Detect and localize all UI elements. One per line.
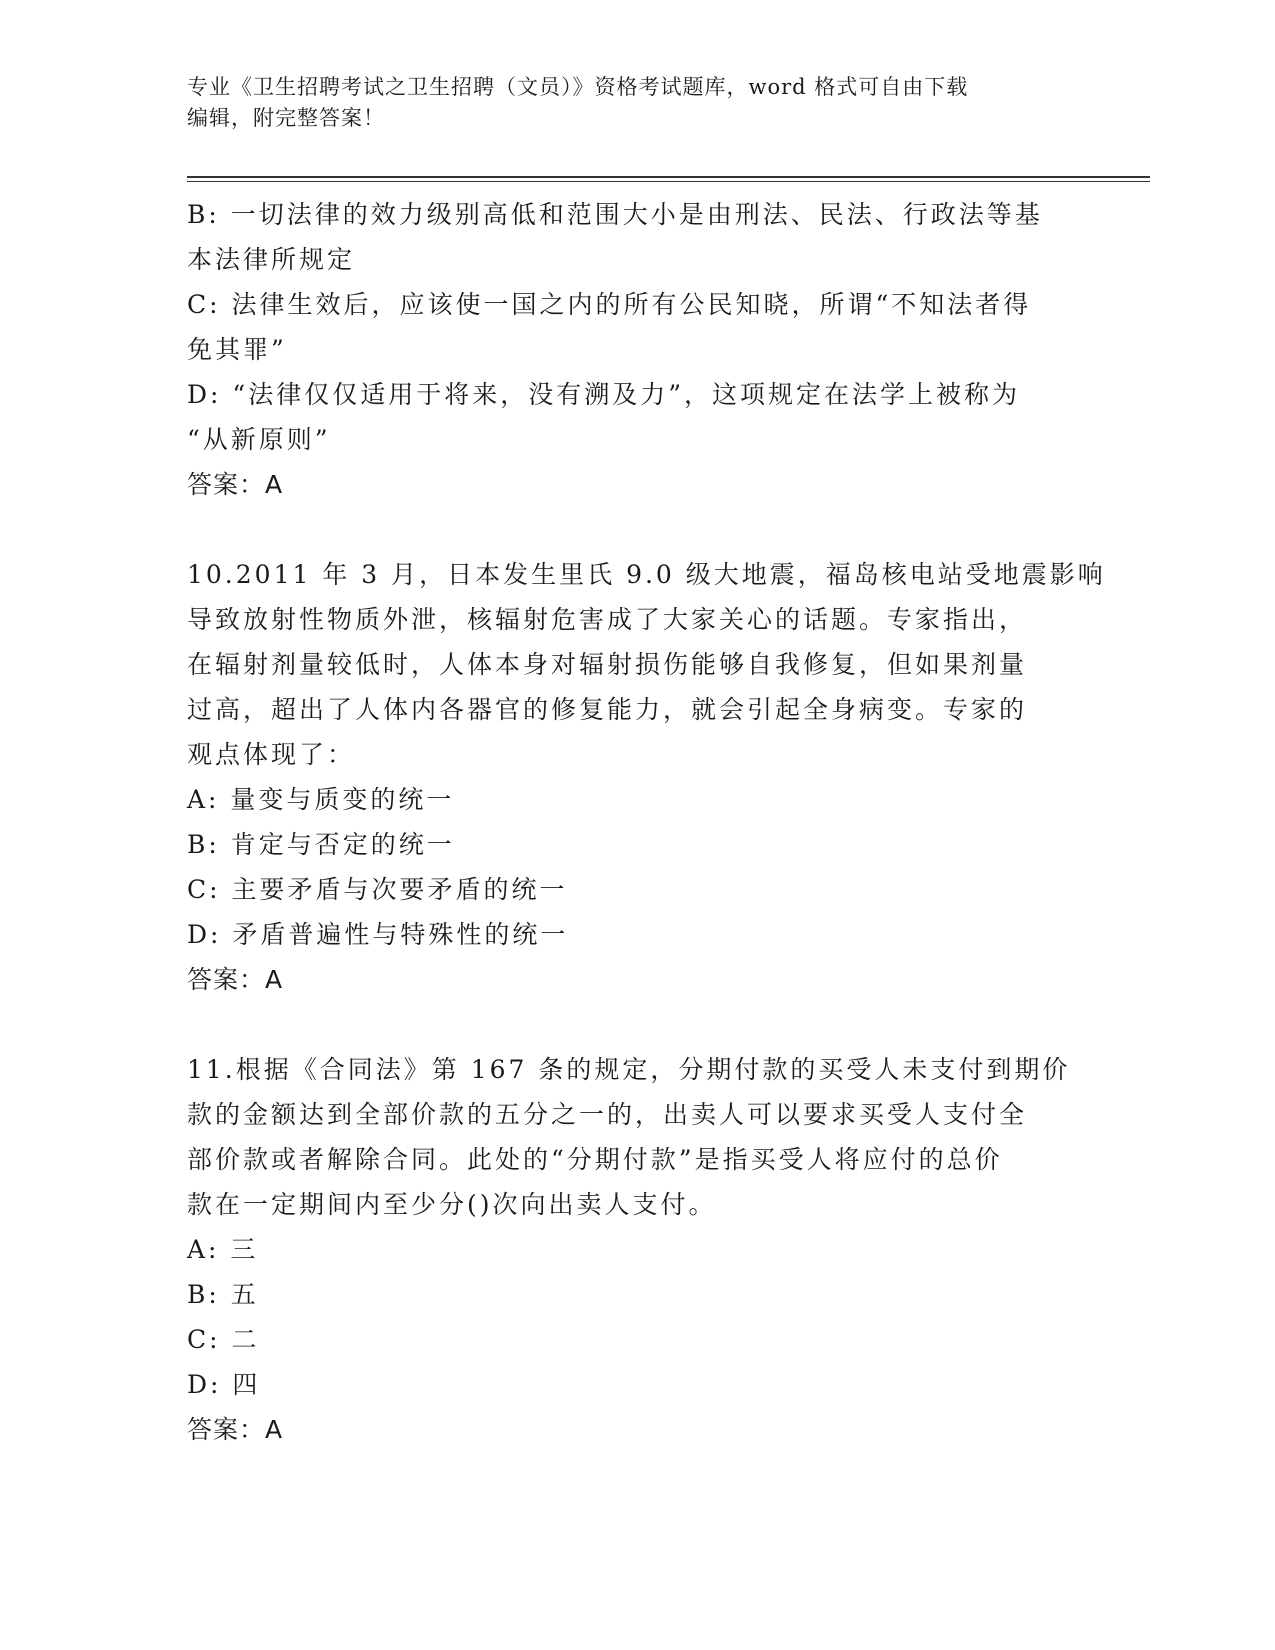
header-divider-thin — [187, 181, 1150, 182]
question-11 — [187, 1047, 1077, 1452]
q9-option-d-line-2: “从新原则” — [187, 425, 331, 454]
q9-option-b-line-2: 本法律所规定 — [187, 245, 356, 274]
q10-stem-line: 观点体现了： — [187, 740, 356, 769]
q10-stem-line: 过高，超出了人体内各器官的修复能力，就会引起全身病变。专家的 — [187, 695, 1028, 724]
header-line-2: 编辑，附完整答案！ — [187, 106, 385, 130]
q9-option-c-line-2: 免其罪” — [187, 335, 287, 364]
q11-stem-line: 款在一定期间内至少分()次向出卖人支付。 — [187, 1190, 717, 1219]
question-10 — [187, 552, 1106, 1002]
document-body — [187, 192, 1106, 1452]
q9-answer: 答案：A — [187, 470, 284, 499]
q11-option-b: B: 五 — [187, 1280, 259, 1309]
q11-option-c: C: 二 — [187, 1325, 260, 1354]
q10-stem-line: 导致放射性物质外泄，核辐射危害成了大家关心的话题。专家指出， — [187, 605, 1028, 634]
q10-stem-line: 10.2011 年 3 月，日本发生里氏 9.0 级大地震，福岛核电站受地震影响 — [187, 560, 1106, 589]
q10-answer: 答案：A — [187, 965, 284, 994]
q11-stem-line: 部价款或者解除合同。此处的“分期付款”是指买受人将应付的总价 — [187, 1145, 1003, 1174]
question-9 — [187, 192, 1077, 507]
q10-option-b: B: 肯定与否定的统一 — [187, 830, 455, 859]
q10-option-a: A: 量变与质变的统一 — [187, 785, 455, 814]
q11-option-d: D: 四 — [187, 1370, 261, 1399]
q9-option-d-line-1: D: “法律仅仅适用于将来，没有溯及力”，这项规定在法学上被称为 — [187, 380, 1020, 409]
q11-option-a: A: 三 — [187, 1235, 259, 1264]
q10-option-c: C: 主要矛盾与次要矛盾的统一 — [187, 875, 568, 904]
document-header — [187, 72, 1067, 134]
q11-answer: 答案：A — [187, 1415, 284, 1444]
header-divider-thick — [187, 176, 1150, 178]
q11-stem-line: 款的金额达到全部价款的五分之一的，出卖人可以要求买受人支付全 — [187, 1100, 1028, 1129]
q10-stem-line: 在辐射剂量较低时，人体本身对辐射损伤能够自我修复，但如果剂量 — [187, 650, 1028, 679]
header-line-1: 专业《卫生招聘考试之卫生招聘（文员）》资格考试题库，word 格式可自由下载 — [187, 75, 969, 99]
q10-option-d: D: 矛盾普遍性与特殊性的统一 — [187, 920, 569, 949]
q9-option-b-line-1: B: 一切法律的效力级别高低和范围大小是由刑法、民法、行政法等基 — [187, 200, 1043, 229]
q11-stem-line: 11.根据《合同法》第 167 条的规定，分期付款的买受人未支付到期价 — [187, 1055, 1071, 1084]
q9-option-c-line-1: C: 法律生效后，应该使一国之内的所有公民知晓，所谓“不知法者得 — [187, 290, 1032, 319]
